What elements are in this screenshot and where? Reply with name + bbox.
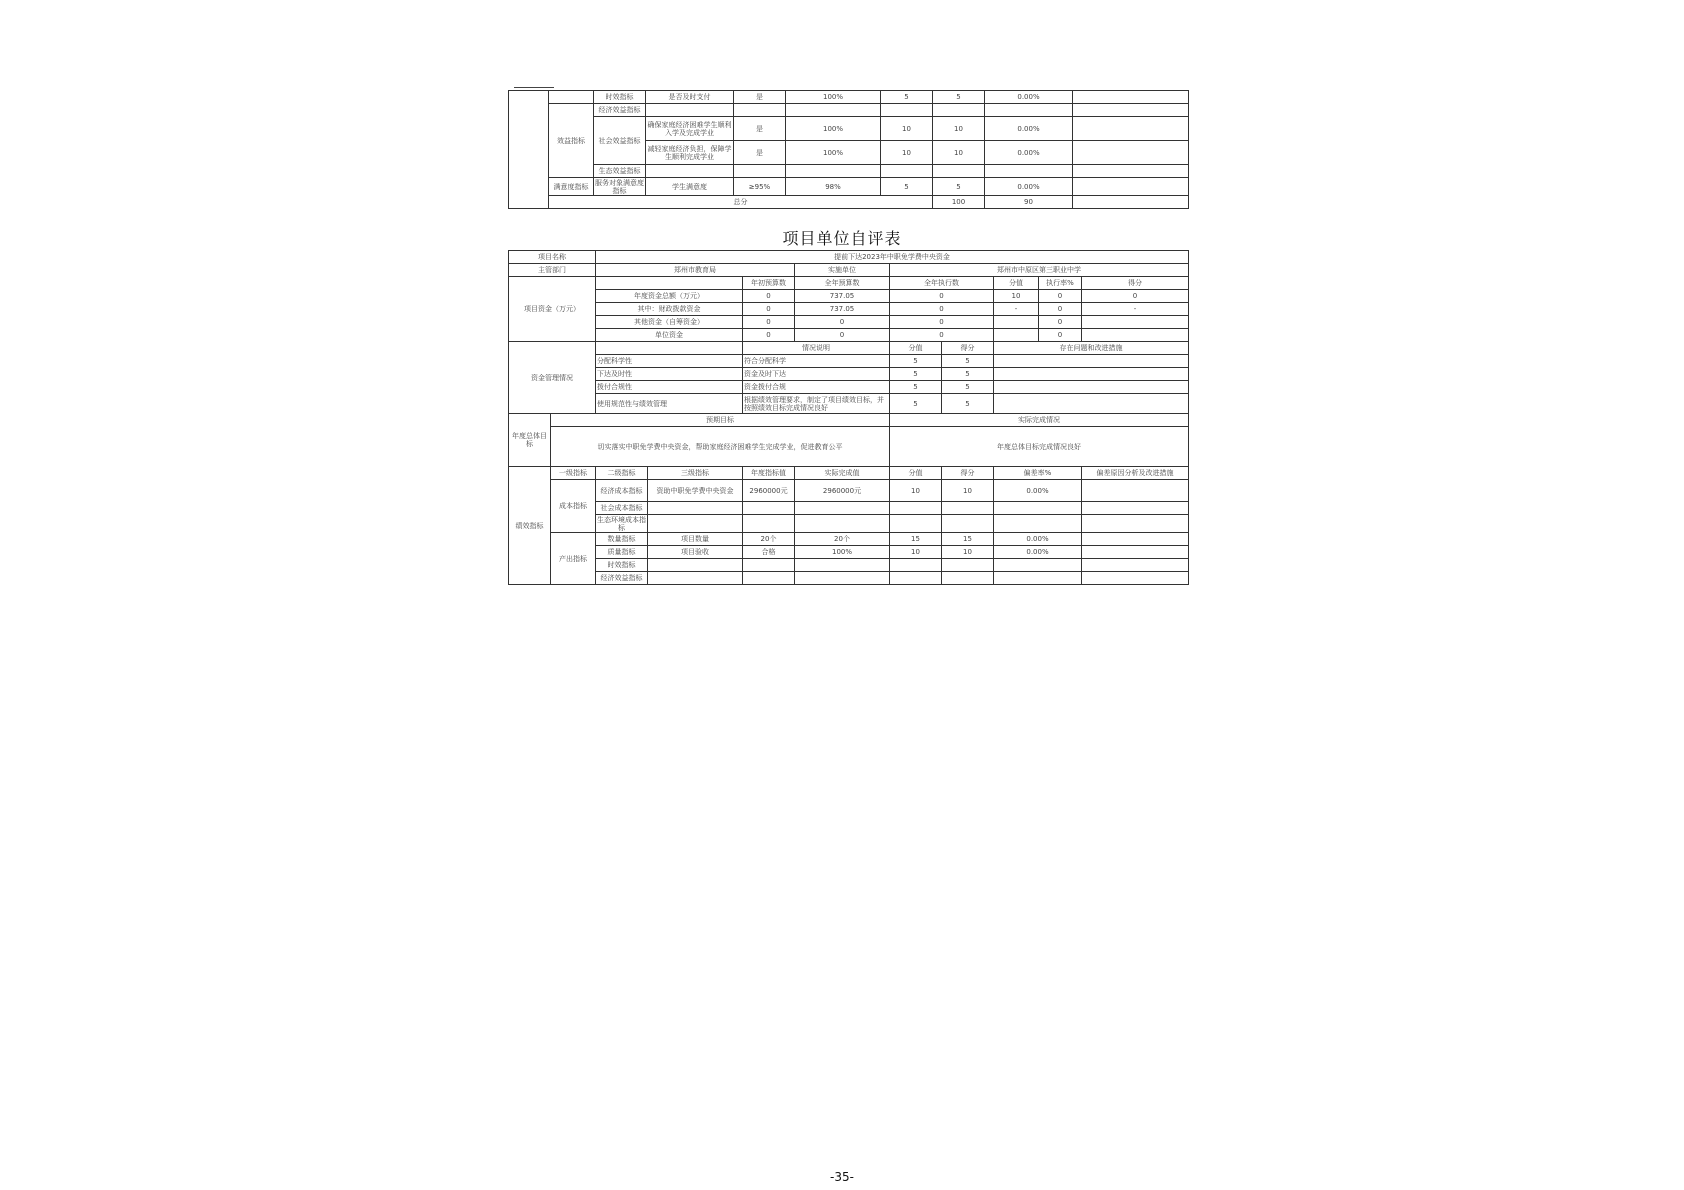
table-row [509,394,1189,414]
table-cell: 5 [890,381,942,394]
table-cell: 10 [994,290,1039,303]
table-row [509,414,1189,427]
table-cell: 存在问题和改进措施 [994,342,1189,355]
table-cell: 合格 [743,546,795,559]
table-cell: 0 [890,316,994,329]
table-cell: 0 [795,316,890,329]
blank-cell [648,559,743,572]
table-cell: 产出指标 [551,533,596,585]
table-cell: 情况说明 [743,342,890,355]
table-cell: 分值 [890,342,942,355]
table-cell: ≥95% [734,178,786,196]
table-cell: 经济效益指标 [594,104,646,117]
table-cell: 下达及时性 [596,368,743,381]
table-row [509,196,1189,209]
blank-cell [881,165,933,178]
blank-cell [1073,196,1189,209]
table-cell: 5 [933,91,985,104]
table-row [509,533,1189,546]
table-row [509,316,1189,329]
page-number: -35- [830,1170,854,1184]
table-cell: 符合分配科学 [743,355,890,368]
blank-cell [1082,515,1189,533]
table-cell: 100 [933,196,985,209]
blank-cell [795,559,890,572]
table-row [509,290,1189,303]
blank-cell [994,329,1039,342]
blank-cell [1082,502,1189,515]
table-cell: 执行率% [1039,277,1082,290]
blank-cell [933,165,985,178]
table-cell: 10 [933,117,985,141]
table-row [509,559,1189,572]
blank-cell [734,104,786,117]
table-cell: 0 [743,303,795,316]
table-cell: 0.00% [985,117,1073,141]
table-row [509,355,1189,368]
table-row [509,381,1189,394]
blank-cell [1082,546,1189,559]
blank-cell [890,559,942,572]
table-cell: - [1082,303,1189,316]
table-cell: 全年执行数 [890,277,994,290]
table-cell: 实际完成值 [795,467,890,480]
table-cell: 10 [942,546,994,559]
table-cell: 得分 [942,467,994,480]
table-row [509,427,1189,467]
table-row [509,572,1189,585]
table-cell: 0 [1039,303,1082,316]
table-cell: 0.00% [985,91,1073,104]
table-cell: 0.00% [985,178,1073,196]
table-cell: 10 [933,141,985,165]
blank-cell [734,165,786,178]
table-cell: 5 [942,355,994,368]
blank-cell [942,515,994,533]
blank-cell [795,502,890,515]
page-title: 项目单位自评表 [782,229,902,248]
table-cell: 20个 [743,533,795,546]
table-cell: 5 [881,91,933,104]
table-cell: 全年预算数 [795,277,890,290]
table-cell: 三级指标 [648,467,743,480]
table-cell: 0 [890,329,994,342]
blank-cell [795,572,890,585]
table-cell: 5 [890,355,942,368]
table-cell: 0 [1039,329,1082,342]
blank-cell [743,515,795,533]
table-cell: 质量指标 [596,546,648,559]
blank-cell [1082,316,1189,329]
table-cell: 资助中职免学费中央资金 [648,480,743,502]
table-cell: 郑州市教育局 [596,264,795,277]
blank-cell [648,515,743,533]
table-row [509,277,1189,290]
table-cell: 5 [942,381,994,394]
blank-cell [1082,559,1189,572]
total-label: 总分 [549,196,933,209]
table-cell: 一级指标 [551,467,596,480]
blank-cell [994,502,1082,515]
table-cell: 分值 [890,467,942,480]
blank-cell [786,165,881,178]
table-cell: 100% [786,141,881,165]
table-cell: 737.05 [795,303,890,316]
table-cell: 绩效指标 [509,467,551,585]
blank-cell [1082,329,1189,342]
table-cell: 10 [881,117,933,141]
table-cell: 实际完成情况 [890,414,1189,427]
table-cell: 是否及时支付 [646,91,734,104]
blank-cell [596,277,743,290]
blank-cell [994,572,1082,585]
table-cell: 5 [890,394,942,414]
table-row [509,515,1189,533]
table-cell: 时效指标 [596,559,648,572]
table-cell: 15 [942,533,994,546]
table-cell: 90 [985,196,1073,209]
blank-cell [1073,104,1189,117]
blank-cell [942,502,994,515]
blank-cell [994,316,1039,329]
table-cell: 0 [1082,290,1189,303]
table-cell: 2960000元 [743,480,795,502]
table-cell: 切实落实中职免学费中央资金，帮助家庭经济困难学生完成学业，促进教育公平 [551,427,890,467]
table-cell: 737.05 [795,290,890,303]
table-cell: 资金及时下达 [743,368,890,381]
blank-cell [942,559,994,572]
table-row [509,303,1189,316]
table-cell: 年度资金总额（万元） [596,290,743,303]
table-cell: 资金管理情况 [509,342,596,414]
table-cell: 0.00% [985,141,1073,165]
table-row [509,342,1189,355]
table-row [509,368,1189,381]
table-row [509,546,1189,559]
table-cell: 10 [942,480,994,502]
table-cell: 100% [786,91,881,104]
table-cell: 10 [881,141,933,165]
table-cell: 实施单位 [795,264,890,277]
table-row [509,251,1189,264]
table-cell: 减轻家庭经济负担，保障学生顺利完成学业 [646,141,734,165]
blank-cell [890,515,942,533]
continuation-table [508,90,1189,209]
blank-cell [648,502,743,515]
table-row [509,502,1189,515]
table-cell: 确保家庭经济困难学生顺利入学及完成学业 [646,117,734,141]
table-cell: 得分 [1082,277,1189,290]
table-cell: 满意度指标 [549,178,594,196]
table-cell: 98% [786,178,881,196]
table-cell: 0 [890,290,994,303]
table-cell: 5 [881,178,933,196]
table-cell: 项目资金（万元） [509,277,596,342]
table-row [509,104,1189,117]
table-row [509,329,1189,342]
table-cell: 5 [890,368,942,381]
table-cell: 资金拨付合规 [743,381,890,394]
table-cell: 使用规范性与绩效管理 [596,394,743,414]
table-cell: 年初预算数 [743,277,795,290]
table-cell: 拨付合规性 [596,381,743,394]
table-cell: 是 [734,141,786,165]
table-cell: 社会效益指标 [594,117,646,165]
table-cell: 年度总体目标 [509,414,551,467]
table-cell [1073,117,1189,141]
table-cell: 经济成本指标 [596,480,648,502]
blank-cell [743,502,795,515]
table-cell: 年度指标值 [743,467,795,480]
table-cell: 项目验收 [648,546,743,559]
blank-cell [646,165,734,178]
table-cell: 学生满意度 [646,178,734,196]
blank-cell [985,165,1073,178]
blank-cell [994,394,1189,414]
blank-cell [933,104,985,117]
table-cell: 项目数量 [648,533,743,546]
table-cell: 单位资金 [596,329,743,342]
table-cell: 经济效益指标 [596,572,648,585]
table-cell [1073,91,1189,104]
blank-cell [1082,480,1189,502]
blank-cell [509,91,549,209]
table-cell: 社会成本指标 [596,502,648,515]
table-cell: 根据绩效管理要求，制定了项目绩效目标，并按照绩效目标完成情况良好 [743,394,890,414]
table-cell: 服务对象满意度指标 [595,178,644,195]
table-cell: 提前下达2023年中职免学费中央资金 [596,251,1189,264]
table-cell: 得分 [942,342,994,355]
table-cell: 0.00% [994,533,1082,546]
table-cell: 郑州市中原区第三职业中学 [890,264,1189,277]
blank-cell [994,515,1082,533]
table-row [509,467,1189,480]
table-cell: 0 [1039,316,1082,329]
blank-cell [994,559,1082,572]
blank-cell [942,572,994,585]
table-row [509,264,1189,277]
table-cell: 二级指标 [596,467,648,480]
table-cell: 0 [743,290,795,303]
table-cell: 2960000元 [795,480,890,502]
blank-cell [994,381,1189,394]
table-cell: 10 [890,546,942,559]
blank-cell [985,104,1073,117]
table-cell: 分配科学性 [596,355,743,368]
table-cell: 数量指标 [596,533,648,546]
table-cell: 5 [942,368,994,381]
table-cell: 生态效益指标 [594,165,646,178]
blank-cell [1082,572,1189,585]
table-row [509,480,1189,502]
blank-cell [1073,165,1189,178]
blank-cell [890,502,942,515]
table-cell: 是 [734,117,786,141]
blank-cell [596,342,743,355]
table-cell: 主管部门 [509,264,596,277]
table-cell: 100% [795,546,890,559]
blank-cell [881,104,933,117]
table-cell [1073,178,1189,196]
blank-cell [646,104,734,117]
table-cell: 0 [743,329,795,342]
table-cell: 0 [890,303,994,316]
table-cell: 分值 [994,277,1039,290]
table-cell: 其他资金（自筹资金） [596,316,743,329]
table-cell: 100% [786,117,881,141]
blank-cell [994,355,1189,368]
table-cell: 0 [795,329,890,342]
table-cell: 预期目标 [551,414,890,427]
table-cell: 0.00% [994,480,1082,502]
blank-cell [795,515,890,533]
table-cell: 20个 [795,533,890,546]
table-cell: 偏差率% [994,467,1082,480]
table-cell: 其中：财政拨款资金 [596,303,743,316]
table-cell: 是 [734,91,786,104]
table-cell: 0.00% [994,546,1082,559]
table-cell: 15 [890,533,942,546]
table-cell: 年度总体目标完成情况良好 [890,427,1189,467]
table-cell: 偏差原因分析及改进措施 [1082,467,1189,480]
table-cell: - [994,303,1039,316]
table-cell: 5 [933,178,985,196]
table-cell: 0 [1039,290,1082,303]
table-cell: 10 [890,480,942,502]
table-row [509,178,1189,196]
table-cell: 时效指标 [594,91,646,104]
table-row [509,165,1189,178]
blank-cell [786,104,881,117]
blank-cell [890,572,942,585]
table-cell: 效益指标 [549,104,594,178]
blank-cell [994,368,1189,381]
table-cell [1073,141,1189,165]
table-cell: 5 [942,394,994,414]
blank-cell [743,559,795,572]
blank-cell [648,572,743,585]
blank-cell [1082,533,1189,546]
table-cell: 生态环境成本指标 [597,515,646,532]
self-evaluation-table [508,250,1189,585]
table-cell: 0 [743,316,795,329]
table-row [509,91,1189,104]
blank-cell [743,572,795,585]
table-cell: 项目名称 [509,251,596,264]
table-cell: 成本指标 [551,480,596,533]
table-row [509,117,1189,141]
blank-cell [549,91,594,104]
